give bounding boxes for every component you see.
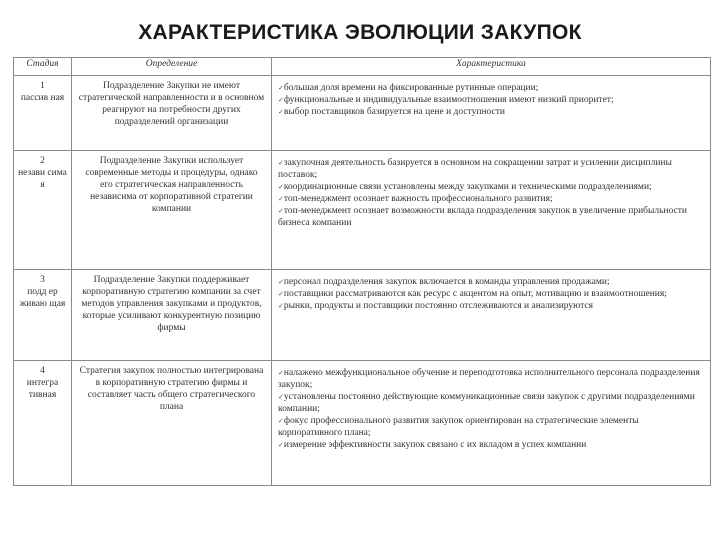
evolution-table xyxy=(13,57,711,486)
bullet-icon: ✓ xyxy=(278,290,284,298)
bullet-icon: ✓ xyxy=(278,84,284,92)
stage-cell xyxy=(14,361,72,486)
characteristics-cell xyxy=(272,76,711,151)
stage-number: 1 xyxy=(40,81,45,91)
bullet-icon: ✓ xyxy=(278,183,284,191)
bullet-icon: ✓ xyxy=(278,159,284,167)
list-item: ✓закупочная деятельность базируется в основном на сокращении затрат и усилении дисциплины поставок; xyxy=(278,158,672,180)
list-item: ✓измерение эффективности закупок связано с их вкладом в успех компании xyxy=(278,440,587,450)
bullet-icon: ✓ xyxy=(278,195,284,203)
list-item: ✓координационные связи установлены между закупками и техническими подразделениями; xyxy=(278,182,652,192)
list-item: ✓топ-менеджмент осознает возможности вклада подразделения закупок в увеличение прибыльности бизнеса компании xyxy=(278,206,687,228)
stage-cell xyxy=(14,151,72,270)
table-row xyxy=(14,76,711,151)
table-row xyxy=(14,270,711,361)
list-item: ✓персонал подразделения закупок включается в команды управления продажами; xyxy=(278,277,610,287)
list-item: ✓функциональные и индивидуальные взаимоотношения имеют низкий приоритет; xyxy=(278,95,614,105)
stage-name: подд ер живаю щая xyxy=(19,287,66,309)
list-item: ✓большая доля времени на фиксированные рутинные операции; xyxy=(278,83,539,93)
bullet-icon: ✓ xyxy=(278,207,284,215)
list-item: ✓выбор поставщиков базируется на цене и доступности xyxy=(278,107,505,117)
stage-name: пассив ная xyxy=(20,93,65,103)
list-item: ✓поставщики рассматриваются как ресурс с акцентом на опыт, мотивацию и взаимоотношения; xyxy=(278,289,667,299)
table-row xyxy=(14,361,711,486)
stage-number: 2 xyxy=(40,156,45,166)
page-title: ХАРАКТЕРИСТИКА ЭВОЛЮЦИИ ЗАКУПОК xyxy=(138,21,582,44)
bullet-icon: ✓ xyxy=(278,441,284,449)
list-item: ✓установлены постоянно действующие коммуникационные связи закупок с другими подразделениями компании; xyxy=(278,392,695,414)
bullet-icon: ✓ xyxy=(278,369,284,377)
bullet-icon: ✓ xyxy=(278,417,284,425)
definition-cell: Подразделение Закупки не имеют стратегической направленности и в основном реагируют на потребности других подразделений организации xyxy=(72,76,272,151)
table-header-row xyxy=(14,58,711,76)
header-stage: Стадия xyxy=(14,58,72,76)
definition-cell: Подразделение Закупки использует современные методы и процедуры, однако его стратегическая направленность независима от корпоративной стратегии компании xyxy=(72,151,272,270)
bullet-icon: ✓ xyxy=(278,302,284,310)
header-definition: Определение xyxy=(72,58,272,76)
stage-cell xyxy=(14,76,72,151)
header-characteristics: Характеристика xyxy=(272,58,711,76)
definition-cell: Подразделение Закупки поддерживает корпоративную стратегию компании за счет методов управления закупками и продуктов, которые усиливают конкурентную позицию фирмы xyxy=(72,270,272,361)
bullet-icon: ✓ xyxy=(278,96,284,104)
stage-number: 3 xyxy=(40,275,45,285)
characteristics-cell xyxy=(272,361,711,486)
bullet-icon: ✓ xyxy=(278,393,284,401)
table-row xyxy=(14,151,711,270)
bullet-icon: ✓ xyxy=(278,108,284,116)
list-item: ✓рынки, продукты и поставщики постоянно отслеживаются и анализируются xyxy=(278,301,593,311)
characteristics-cell xyxy=(272,151,711,270)
characteristics-cell xyxy=(272,270,711,361)
list-item: ✓топ-менеджмент осознает важность профессионального развития; xyxy=(278,194,553,204)
bullet-icon: ✓ xyxy=(278,278,284,286)
stage-name: незави сима я xyxy=(18,168,67,190)
definition-cell: Стратегия закупок полностью интегрирована в корпоративную стратегию фирмы и составляет часть общего стратегического плана xyxy=(72,361,272,486)
stage-name: интегра тивная xyxy=(26,378,59,400)
stage-cell xyxy=(14,270,72,361)
list-item: ✓фокус профессионального развития закупок ориентирован на стратегические элементы корпоративного плана; xyxy=(278,416,639,438)
list-item: ✓налажено межфункциональное обучение и переподготовка исполнительного персонала подразделения закупок; xyxy=(278,368,700,390)
stage-number: 4 xyxy=(40,366,45,376)
